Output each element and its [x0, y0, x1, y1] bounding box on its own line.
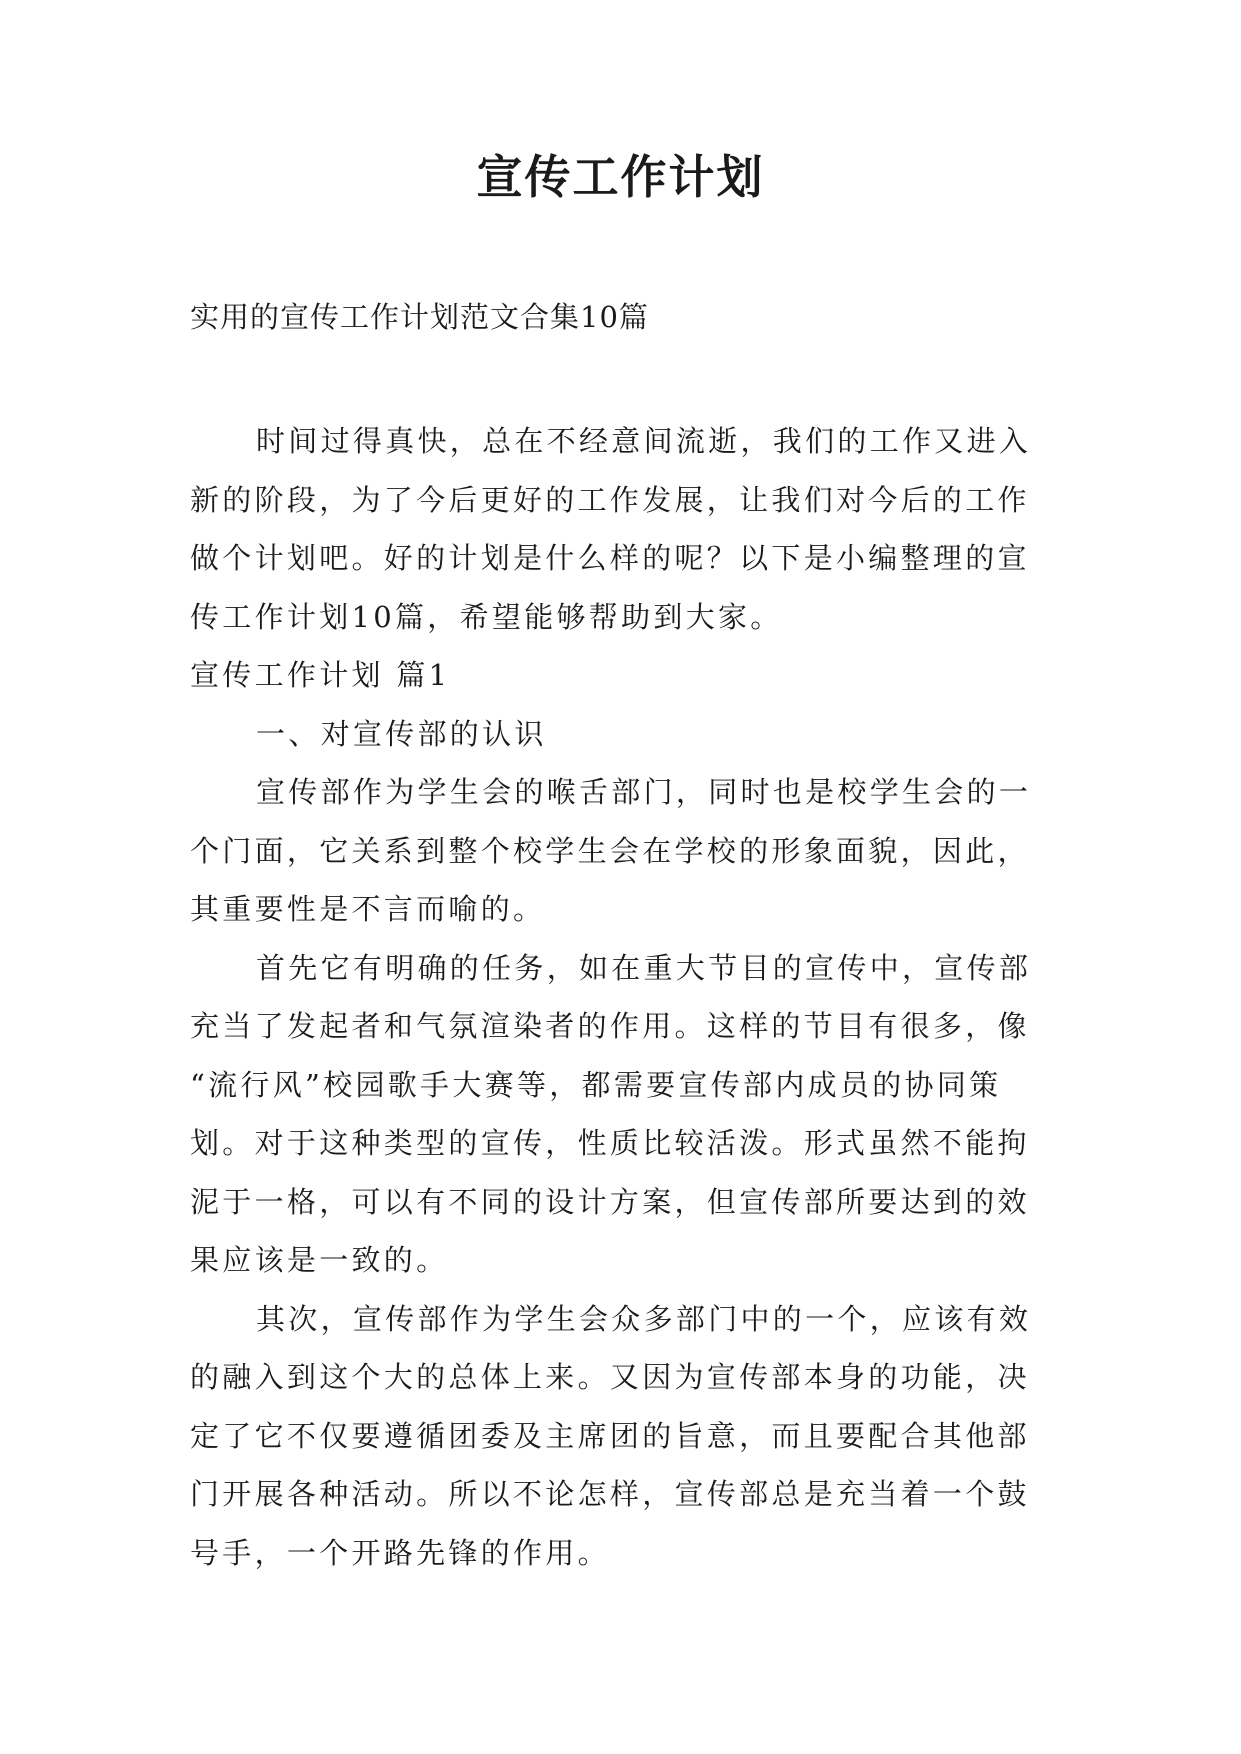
text-line: 的融入到这个大的总体上来。又因为宣传部本身的功能，决	[190, 1360, 1030, 1394]
text-line: 新的阶段，为了今后更好的工作发展，让我们对今后的工作	[190, 482, 1030, 517]
text-line: 传工作计划10篇，希望能够帮助到大家。	[190, 599, 783, 634]
document-body	[190, 412, 1058, 1582]
text-line: 号手，一个开路先锋的作用。	[190, 1535, 610, 1570]
text-line: 果应该是一致的。	[190, 1243, 449, 1277]
text-line: “流行风”校园歌手大赛等，都需要宣传部内成员的协同策	[190, 1067, 1002, 1102]
text-line: 泥于一格，可以有不同的设计方案，但宣传部所要达到的效	[190, 1184, 1030, 1219]
text-line: 时间过得真快，总在不经意间流逝，我们的工作又进入	[256, 424, 1032, 458]
text-line: 做个计划吧。好的计划是什么样的呢？以下是小编整理的宣	[190, 541, 1030, 575]
text-line: 其重要性是不言而喻的。	[190, 892, 546, 926]
text-line: 一、对宣传部的认识	[256, 716, 547, 751]
text-line: 其次，宣传部作为学生会众多部门中的一个，应该有效	[256, 1301, 1032, 1336]
text-line: 充当了发起者和气氛渲染者的作用。这样的节目有很多，像	[190, 1009, 1030, 1043]
text-line: 定了它不仅要遵循团委及主席团的旨意，而且要配合其他部	[190, 1418, 1030, 1453]
text-line: 划。对于这种类型的宣传，性质比较活泼。形式虽然不能拘	[190, 1126, 1030, 1160]
text-line: 个门面，它关系到整个校学生会在学校的形象面貌，因此，	[190, 833, 1030, 868]
text-line: 宣传工作计划 篇1	[190, 658, 451, 692]
text-line: 宣传部作为学生会的喉舌部门，同时也是校学生会的一	[256, 775, 1032, 809]
document-title: 宣传工作计划	[476, 150, 765, 204]
text-line: 首先它有明确的任务，如在重大节目的宣传中，宣传部	[256, 950, 1032, 985]
document-subtitle: 实用的宣传工作计划范文合集10篇	[190, 300, 649, 334]
text-line: 门开展各种活动。所以不论怎样，宣传部总是充当着一个鼓	[190, 1477, 1030, 1511]
